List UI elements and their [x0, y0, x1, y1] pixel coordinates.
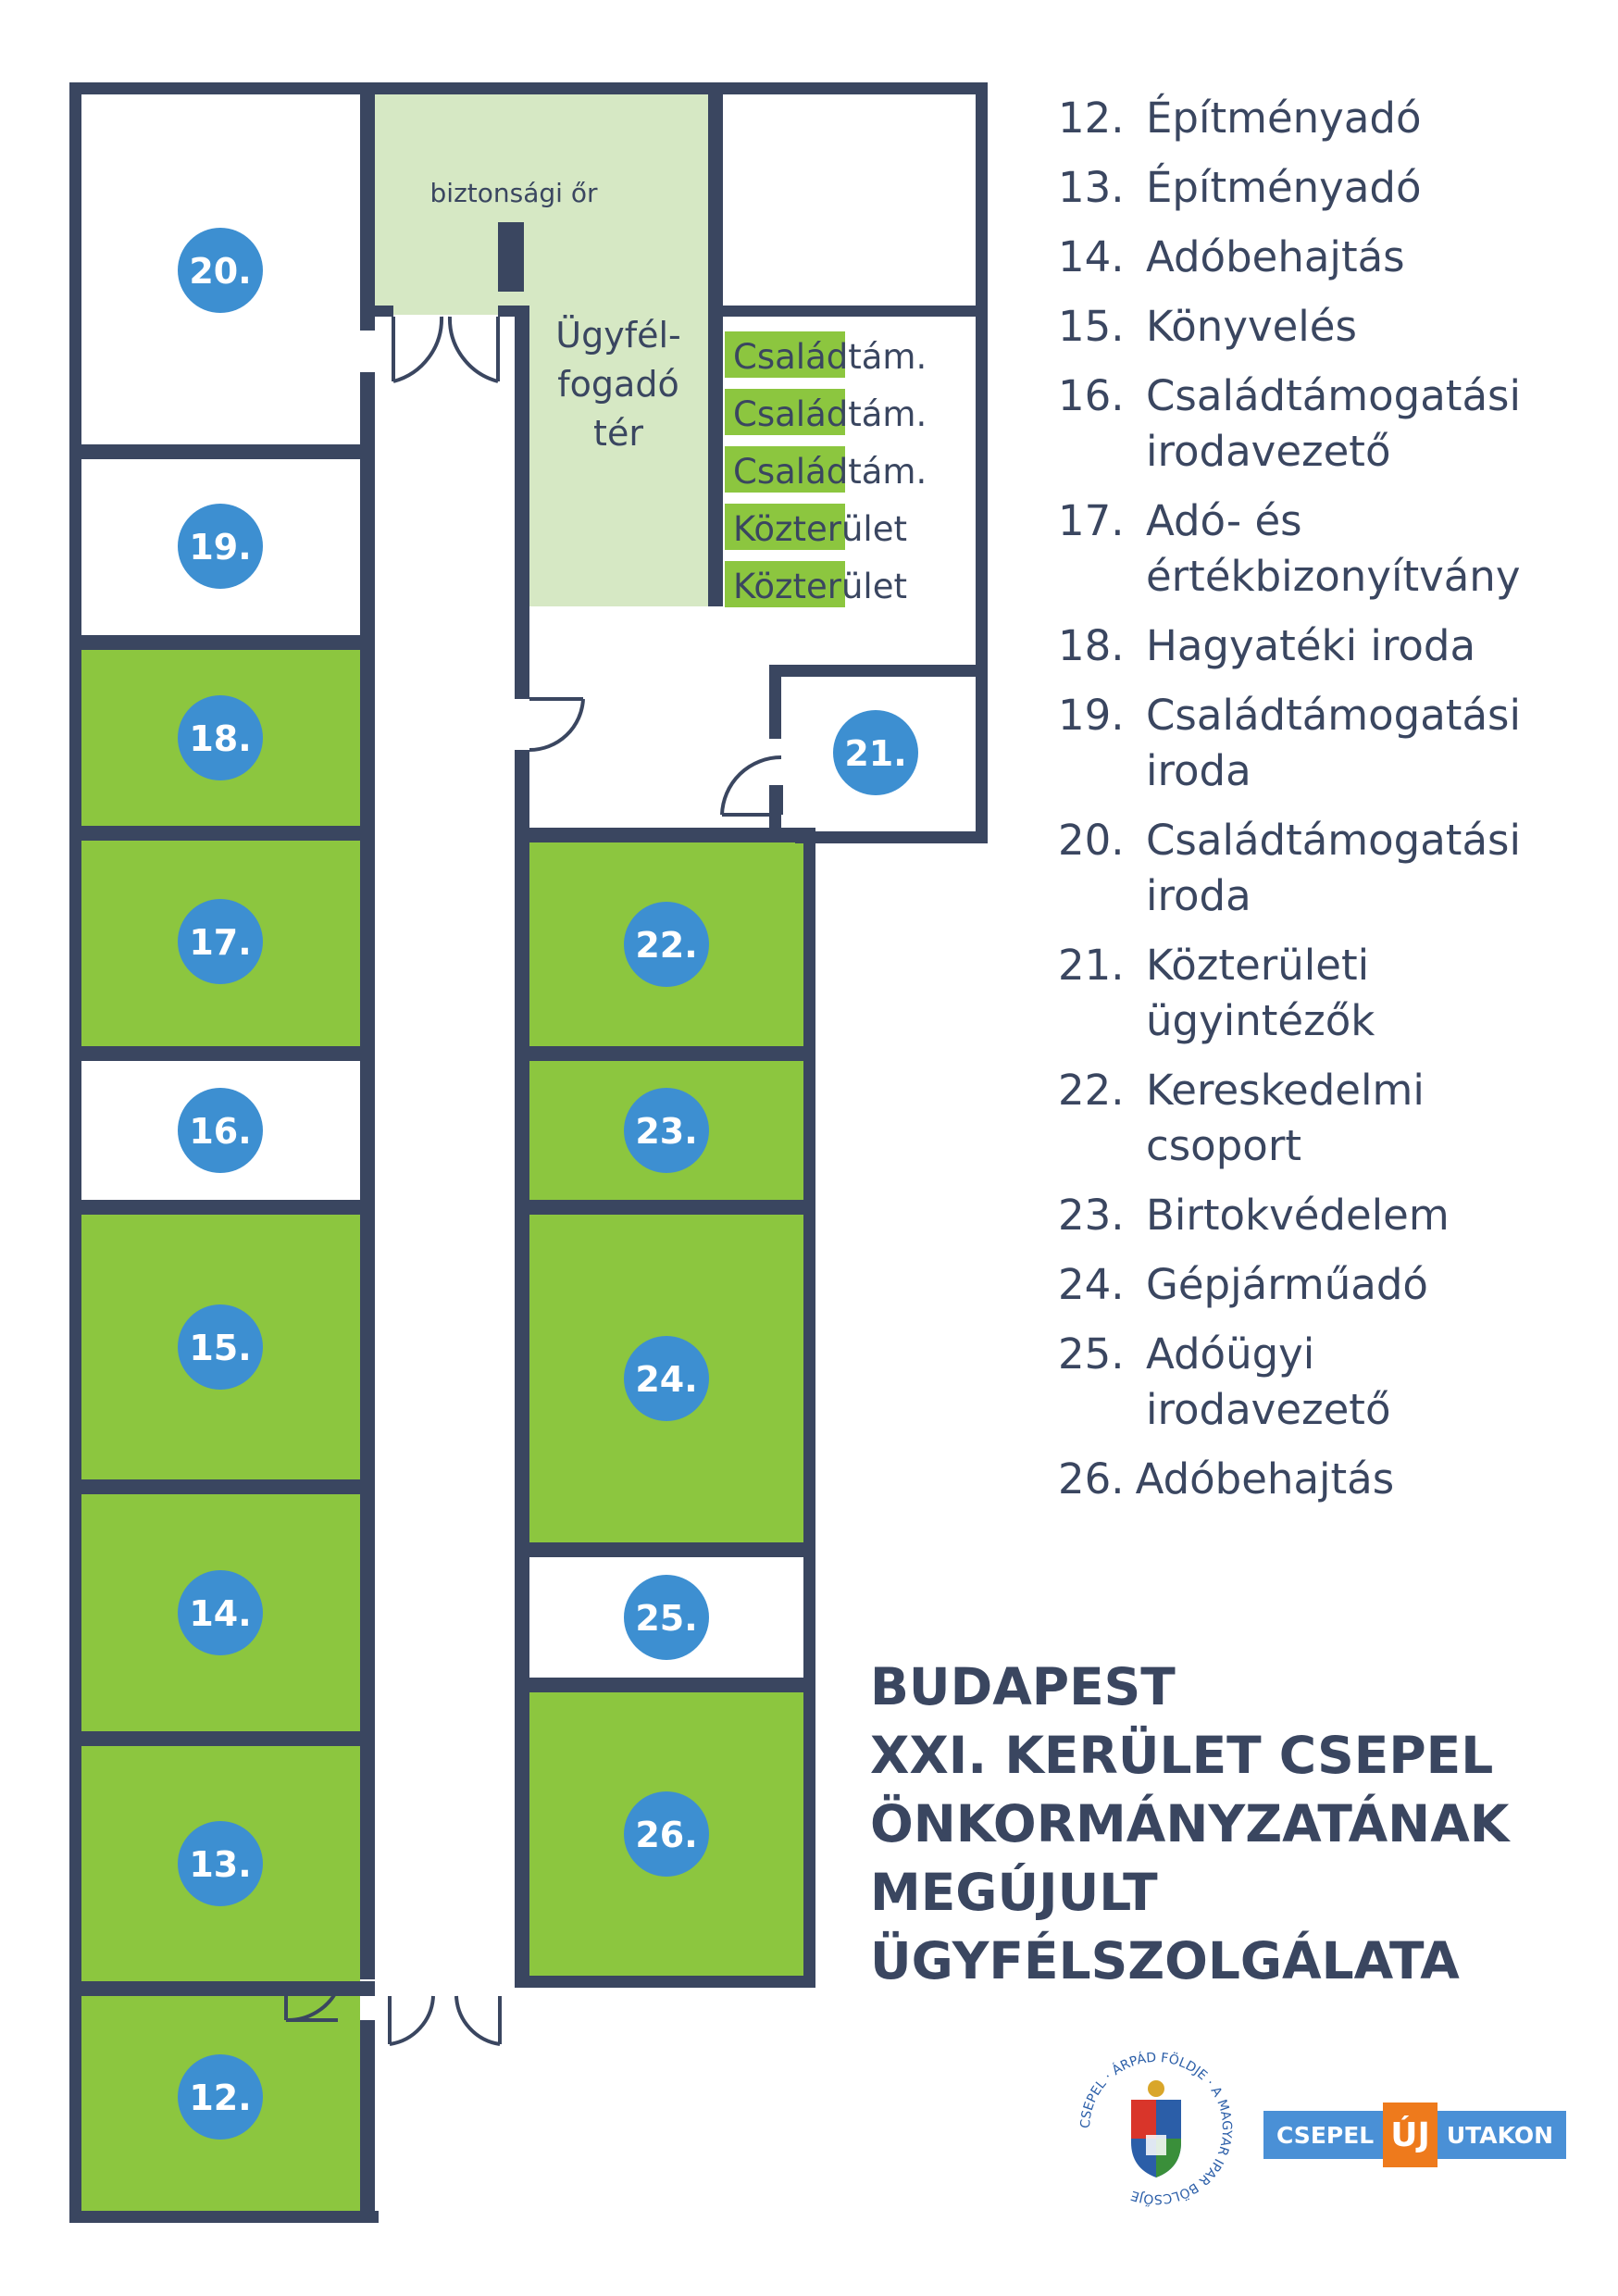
room-number-21: 21.	[844, 733, 907, 774]
legend-number: 14.	[1058, 232, 1125, 281]
guard-booth	[498, 222, 524, 292]
legend-label-line: értékbizonyítvány	[1146, 552, 1521, 601]
reception-label-line2: fogadó	[557, 364, 679, 405]
legend-label	[1146, 493, 1613, 605]
legend-label	[1146, 813, 1613, 924]
legend-label-line: irodavezető	[1146, 1385, 1391, 1434]
legend-label	[1146, 1257, 1613, 1313]
legend-label-line: Építményadó	[1146, 94, 1422, 143]
headline-line-2: XXI. KERÜLET CSEPEL	[870, 1726, 1494, 1785]
legend-label	[1146, 91, 1613, 146]
legend-number: 23.	[1058, 1191, 1125, 1240]
room-number-15: 15.	[189, 1328, 252, 1368]
guard-label: biztonsági őr	[429, 178, 598, 208]
legend-item	[1058, 1063, 1613, 1174]
legend-item	[1058, 493, 1613, 605]
legend-label	[1146, 1327, 1613, 1438]
headline-line-1: BUDAPEST	[870, 1657, 1176, 1716]
legend-label-line: ügyintézők	[1146, 996, 1375, 1045]
brand-part-2: ÚJ	[1383, 2103, 1438, 2167]
legend-number: 16.	[1058, 371, 1125, 420]
csepel-seal-logo	[1074, 2046, 1238, 2211]
room-number-20: 20.	[189, 251, 252, 292]
legend-number: 19.	[1058, 691, 1125, 740]
legend-item	[1058, 230, 1613, 285]
counter-label-3: Családtám.	[733, 452, 927, 492]
legend-item	[1058, 618, 1613, 674]
legend-number: 17.	[1058, 496, 1125, 545]
csepel-uj-utakon-logo	[1263, 2111, 1566, 2159]
legend-item	[1058, 368, 1613, 480]
room-number-14: 14.	[189, 1593, 252, 1634]
svg-text:CSEPEL · ÁRPÁD FÖLDJE · A MAGY: CSEPEL · ÁRPÁD FÖLDJE · A MAGYAR IPAR BÖLCSŐJE	[1077, 2050, 1235, 2207]
room-number-13: 13.	[189, 1844, 252, 1885]
legend-item	[1058, 91, 1613, 146]
legend-label-line: Adóbehajtás	[1146, 232, 1405, 281]
legend-label-line: Adóügyi	[1146, 1329, 1315, 1379]
legend-label	[1136, 1452, 1613, 1507]
legend-label	[1146, 938, 1613, 1049]
room-number-23: 23.	[635, 1111, 698, 1152]
legend-label	[1146, 618, 1613, 674]
legend-number: 26.	[1058, 1454, 1125, 1504]
legend-label-line: Hagyatéki iroda	[1146, 621, 1476, 670]
room-number-19: 19.	[189, 527, 252, 568]
legend-item	[1058, 1327, 1613, 1438]
legend-item	[1058, 688, 1613, 799]
legend-label-line: Családtámogatási	[1146, 691, 1521, 740]
legend-label-line: Családtámogatási	[1146, 816, 1521, 865]
counter-label-1: Családtám.	[733, 337, 927, 377]
room-legend	[1058, 91, 1613, 1521]
legend-number: 18.	[1058, 621, 1125, 670]
legend-item	[1058, 1452, 1613, 1507]
legend-label	[1146, 1188, 1613, 1243]
legend-item	[1058, 1257, 1613, 1313]
headline-line-3: ÖNKORMÁNYZATÁNAK	[870, 1794, 1510, 1853]
room-number-17: 17.	[189, 922, 252, 963]
legend-item	[1058, 1188, 1613, 1243]
counter-label-2: Családtám.	[733, 394, 927, 434]
legend-label-line: Gépjárműadó	[1146, 1260, 1428, 1309]
legend-label-line: iroda	[1146, 746, 1251, 795]
legend-label	[1146, 1063, 1613, 1174]
reception-label-line1: Ügyfél-	[555, 315, 681, 356]
room-number-25: 25.	[635, 1598, 698, 1639]
reception-label-line3: tér	[593, 413, 643, 454]
legend-item	[1058, 938, 1613, 1049]
brand-part-3: UTAKON	[1438, 2111, 1566, 2159]
legend-label	[1146, 230, 1613, 285]
room-number-18: 18.	[189, 718, 252, 759]
legend-label	[1146, 688, 1613, 799]
legend-item	[1058, 299, 1613, 355]
legend-label-line: Családtámogatási	[1146, 371, 1521, 420]
legend-number: 13.	[1058, 163, 1125, 212]
legend-label-line: Közterületi	[1146, 941, 1370, 990]
room-top-right	[723, 94, 973, 313]
room-number-24: 24.	[635, 1359, 698, 1400]
legend-item	[1058, 160, 1613, 216]
brand-part-1: CSEPEL	[1263, 2111, 1383, 2159]
legend-item	[1058, 813, 1613, 924]
room-number-26: 26.	[635, 1815, 698, 1855]
legend-label	[1146, 299, 1613, 355]
legend-label-line: Birtokvédelem	[1146, 1191, 1450, 1240]
legend-label-line: csoport	[1146, 1121, 1301, 1170]
legend-label-line: iroda	[1146, 871, 1251, 920]
legend-label-line: Könyvelés	[1146, 302, 1357, 351]
counter-label-4: Közterület	[733, 509, 907, 549]
legend-number: 12.	[1058, 94, 1125, 143]
legend-label-line: Adóbehajtás	[1135, 1454, 1395, 1504]
room-number-22: 22.	[635, 925, 698, 966]
room-number-12: 12.	[189, 2078, 252, 2118]
legend-number: 24.	[1058, 1260, 1125, 1309]
legend-number: 22.	[1058, 1066, 1125, 1115]
legend-number: 15.	[1058, 302, 1125, 351]
headline-line-4: MEGÚJULT	[870, 1863, 1158, 1922]
legend-number: 21.	[1058, 941, 1125, 990]
legend-number: 25.	[1058, 1329, 1125, 1379]
legend-label	[1146, 160, 1613, 216]
legend-label	[1146, 368, 1613, 480]
legend-label-line: Építményadó	[1146, 163, 1422, 212]
headline-line-5: ÜGYFÉLSZOLGÁLATA	[870, 1931, 1460, 1990]
counter-label-5: Közterület	[733, 567, 907, 606]
legend-label-line: irodavezető	[1146, 427, 1391, 476]
legend-label-line: Kereskedelmi	[1146, 1066, 1425, 1115]
legend-label-line: Adó- és	[1146, 496, 1302, 545]
legend-number: 20.	[1058, 816, 1125, 865]
room-number-16: 16.	[189, 1111, 252, 1152]
headline	[870, 1653, 1611, 1995]
